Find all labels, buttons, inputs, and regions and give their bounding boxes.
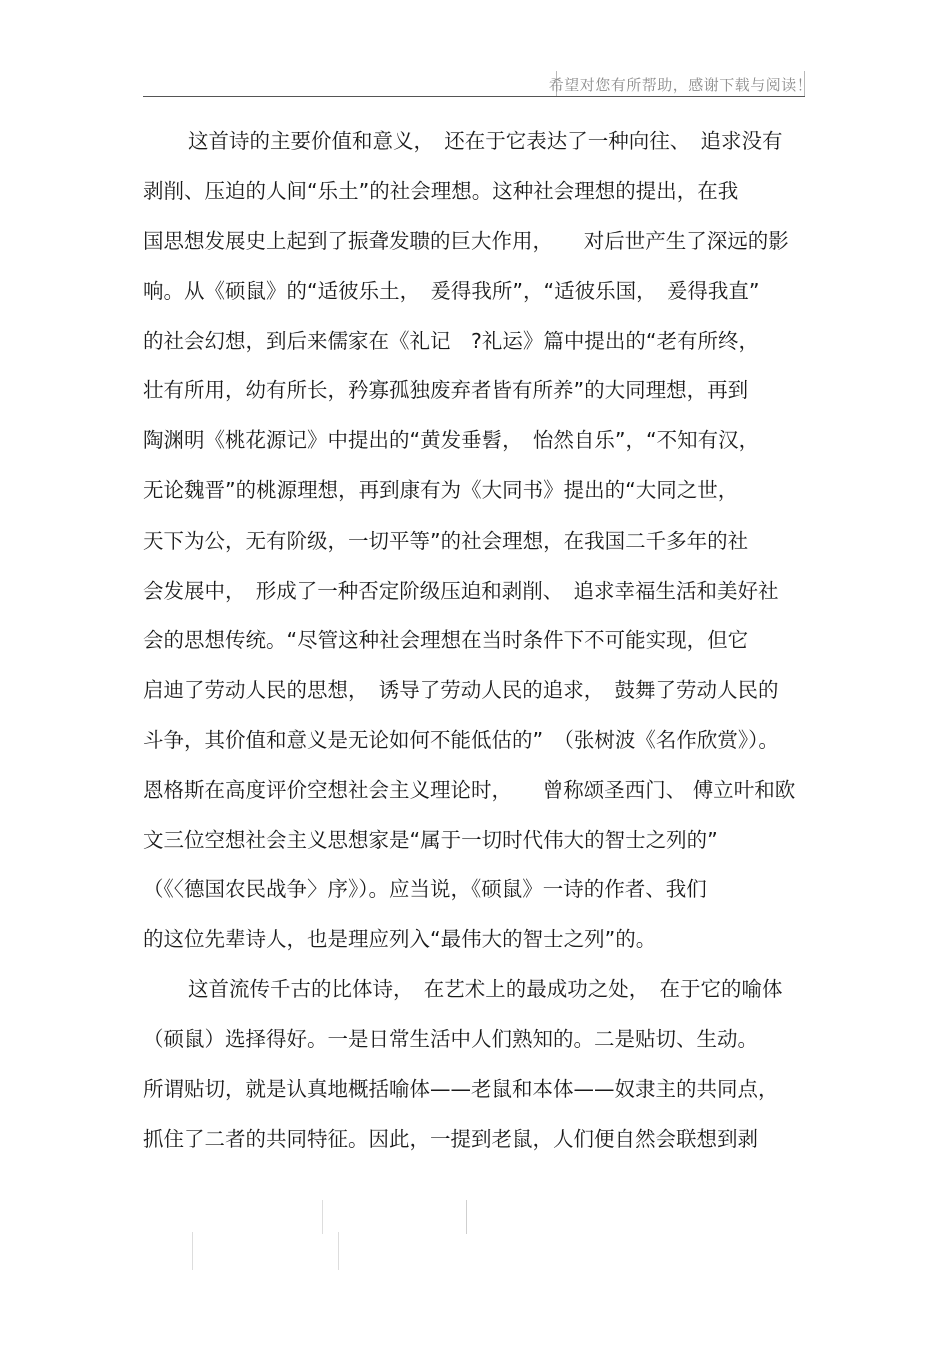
paragraph-line: 斗争，其价值和意义是无论如何不能低估的” （张树波《名作欣赏》）。 [143,728,779,752]
paragraph-line: （硕鼠）选择得好。一是日常生活中人们熟知的。二是贴切、生动。 [143,1027,758,1051]
paragraph-line: 这首流传千古的比体诗， 在艺术上的最成功之处， 在于它的喻体 [188,977,783,1001]
paragraph-line: 这首诗的主要价值和意义， 还在于它表达了一种向往、 追求没有 [188,129,783,153]
scan-artifact-line [322,1200,323,1234]
paragraph-line: 剥削、压迫的人间“乐土”的社会理想。这种社会理想的提出，在我 [143,179,739,203]
paragraph-line: 启迪了劳动人民的思想， 诱导了劳动人民的追求， 鼓舞了劳动人民的 [143,678,779,702]
header-text: 希望对您有所帮助，感谢下载与阅读！ [548,75,813,94]
paragraph-line: 的社会幻想，到后来儒家在《礼记 ?礼运》篇中提出的“老有所终， [143,329,759,353]
paragraph-line: 响。从《硕鼠》的“适彼乐土， 爰得我所”，“适彼乐国， 爰得我直” [143,279,760,303]
paragraph-line: 所谓贴切，就是认真地概括喻体——老鼠和本体——奴隶主的共同点， [143,1077,779,1101]
paragraph-line: 会的思想传统。“尽管这种社会理想在当时条件下不可能实现，但它 [143,628,749,652]
paragraph-line: 抓住了二者的共同特征。因此，一提到老鼠，人们便自然会联想到剥 [143,1127,758,1151]
scan-artifact-line [338,1232,339,1270]
paragraph-line: 恩格斯在高度评价空想社会主义理论时， 曾称颂圣西门、 傅立叶和欧 [143,778,796,802]
paragraph-line: （《〈德国农民战争〉序》）。应当说，《硕鼠》一诗的作者、我们 [143,877,707,901]
paragraph-line: 文三位空想社会主义思想家是“属于一切时代伟大的智士之列的” [143,828,718,852]
paragraph-line: 会发展中， 形成了一种否定阶级压迫和剥削、 追求幸福生活和美好社 [143,579,779,603]
paragraph-line: 天下为公，无有阶级，一切平等”的社会理想，在我国二千多年的社 [143,529,749,553]
scan-artifact-line [466,1200,467,1234]
paragraph-line: 陶渊明《桃花源记》中提出的“黄发垂髫， 怡然自乐”，“不知有汉， [143,428,760,452]
scan-artifact-line [192,1232,193,1270]
paragraph-line: 国思想发展史上起到了振聋发聩的巨大作用， 对后世产生了深远的影 [143,229,789,253]
paragraph-line: 无论魏晋”的桃源理想，再到康有为《大同书》提出的“大同之世， [143,478,739,502]
paragraph-line: 壮有所用，幼有所长，矜寡孤独废弃者皆有所养”的大同理想，再到 [143,378,749,402]
paragraph-line: 的这位先辈诗人，也是理应列入“最伟大的智士之列”的。 [143,927,657,951]
